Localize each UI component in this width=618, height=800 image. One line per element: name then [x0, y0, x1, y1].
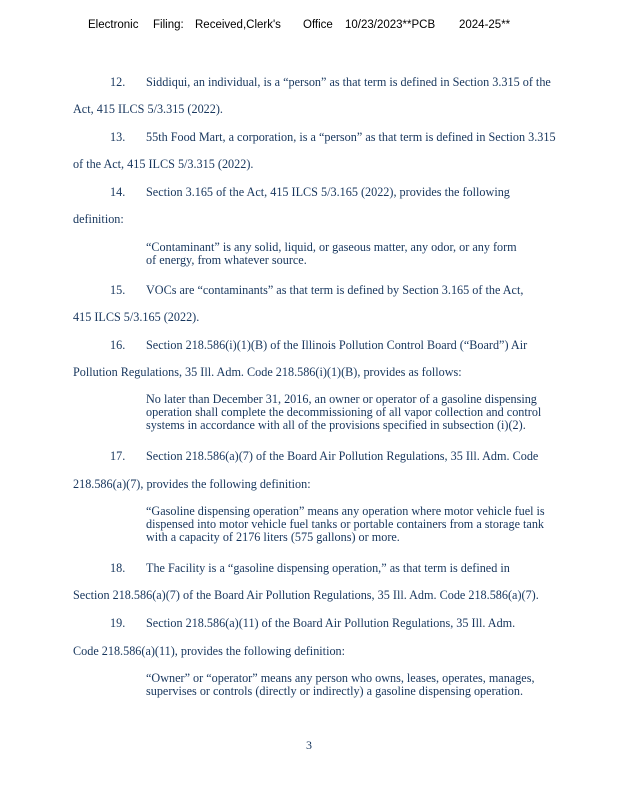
block-quote	[146, 672, 588, 698]
block-quote	[146, 505, 588, 544]
paragraph-number: 19.	[110, 616, 126, 630]
paragraph-line: Section 218.586(a)(7) of the Board Air Pollution Regulations, 35 Ill. Adm. Code	[146, 449, 539, 463]
paragraph-line: 218.586(a)(7), provides the following definition:	[73, 477, 311, 491]
quote-line: “Gasoline dispensing operation” means any operation where motor vehicle fuel is	[146, 504, 545, 518]
paragraph-number: 15.	[110, 283, 126, 297]
header-electronic: Electronic	[88, 19, 139, 31]
quote-line: supervises or controls (directly or indirectly) a gasoline dispensing operation.	[146, 684, 524, 698]
paragraph-line: Code 218.586(a)(11), provides the following definition:	[73, 644, 346, 658]
paragraph-line: The Facility is a “gasoline dispensing operation,” as that term is defined in	[146, 561, 510, 575]
block-quote	[146, 241, 588, 267]
quote-line: “Owner” or “operator” means any person who owns, leases, operates, manages,	[146, 671, 535, 685]
paragraph-line: Section 218.586(a)(11) of the Board Air Pollution Regulations, 35 Ill. Adm.	[146, 616, 516, 630]
filing-header	[0, 19, 618, 35]
paragraph-line: of the Act, 415 ILCS 5/3.315 (2022).	[73, 157, 254, 171]
paragraph-number: 17.	[110, 449, 126, 463]
paragraph-number: 18.	[110, 561, 126, 575]
header-office: Office	[303, 19, 333, 31]
paragraph-number: 13.	[110, 130, 126, 144]
header-received: Received,Clerk's	[195, 19, 281, 31]
paragraph-line: Section 3.165 of the Act, 415 ILCS 5/3.165 (2022), provides the following	[146, 185, 510, 199]
paragraph-line: VOCs are “contaminants” as that term is defined by Section 3.165 of the Act,	[146, 283, 524, 297]
quote-line: with a capacity of 2176 liters (575 gallons) or more.	[146, 530, 400, 544]
quote-line: systems in accordance with all of the provisions specified in subsection (i)(2).	[146, 418, 526, 432]
paragraph-line: 415 ILCS 5/3.165 (2022).	[73, 310, 200, 324]
header-case: 2024-25**	[459, 19, 511, 31]
paragraph-line: Section 218.586(i)(1)(B) of the Illinois Pollution Control Board (“Board”) Air	[146, 338, 528, 352]
paragraph-number: 14.	[110, 185, 126, 199]
quote-line: dispensed into motor vehicle fuel tanks or portable containers from a storage tank	[146, 517, 545, 531]
paragraph-line: Siddiqui, an individual, is a “person” as that term is defined in Section 3.315 of the	[146, 75, 551, 89]
quote-line: of energy, from whatever source.	[146, 253, 307, 267]
paragraph-line: Pollution Regulations, 35 Ill. Adm. Code 218.586(i)(1)(B), provides as follows:	[73, 365, 462, 379]
header-date: 10/23/2023**PCB	[345, 19, 436, 31]
paragraph-line: Act, 415 ILCS 5/3.315 (2022).	[73, 102, 223, 116]
paragraph-number: 12.	[110, 75, 126, 89]
page-number: 3	[306, 738, 312, 752]
paragraph-line: definition:	[73, 212, 124, 226]
header-filing: Filing:	[153, 19, 184, 31]
paragraph-line: 55th Food Mart, a corporation, is a “person” as that term is defined in Section 3.315	[146, 130, 556, 144]
block-quote	[146, 393, 588, 432]
quote-line: operation shall complete the decommissioning of all vapor collection and control	[146, 405, 542, 419]
quote-line: “Contaminant” is any solid, liquid, or gaseous matter, any odor, or any form	[146, 240, 517, 254]
paragraph-line: Section 218.586(a)(7) of the Board Air Pollution Regulations, 35 Ill. Adm. Code 218.586(a)(7).	[73, 588, 539, 602]
paragraph-number: 16.	[110, 338, 126, 352]
quote-line: No later than December 31, 2016, an owner or operator of a gasoline dispensing	[146, 392, 537, 406]
